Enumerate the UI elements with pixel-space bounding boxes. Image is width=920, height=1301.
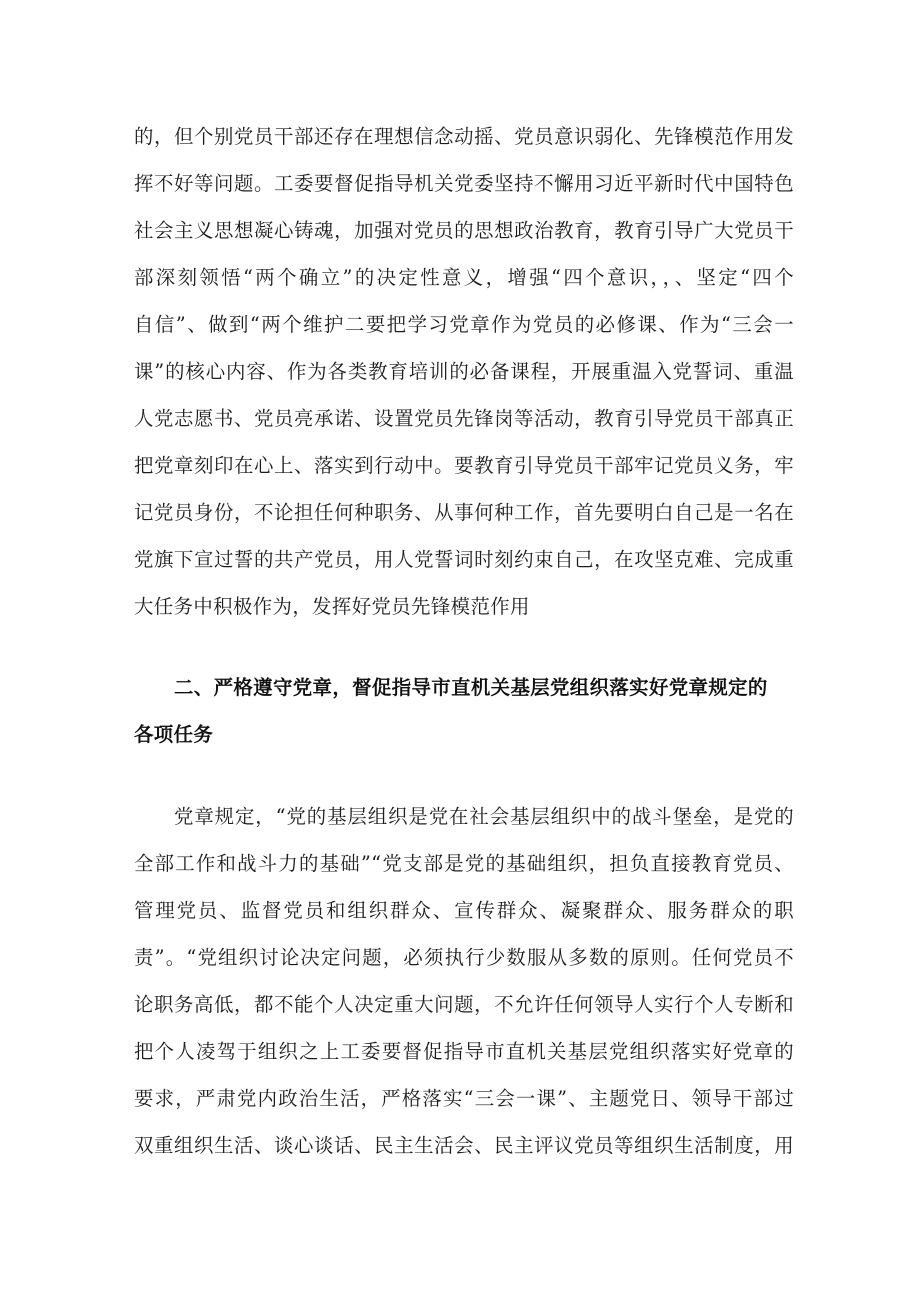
paragraph-line: 管理党员、监督党员和组织群众、宣传群众、凝聚群众、服务群众的职 bbox=[134, 899, 794, 922]
paragraph-line: 的，但个别党员干部还存在理想信念动摇、党员意识弱化、先锋模范作用发 bbox=[134, 125, 794, 148]
paragraph-line: 自信”、做到“两个维护二要把学习党章作为党员的必修课、作为“三会一 bbox=[134, 313, 794, 336]
paragraph-line: 记党员身份，不论担任何种职务、从事何种工作，首先要明白自己是一名在 bbox=[134, 501, 794, 524]
paragraph-line: 双重组织生活、谈心谈话、民主生活会、民主评议党员等组织生活制度，用 bbox=[134, 1134, 794, 1157]
paragraph-line: 大任务中积极作为，发挥好党员先锋模范作用 bbox=[134, 595, 530, 618]
paragraph-line: 挥不好等问题。工委要督促指导机关党委坚持不懈用习近平新时代中国特色 bbox=[134, 172, 794, 195]
paragraph-line: 要求，严肃党内政治生活，严格落实“三会一课”、主题党日、领导干部过 bbox=[134, 1087, 794, 1110]
paragraph-line: 党旗下宣过誓的共产党员，用人党誓词时刻约束自己，在攻坚克难、完成重 bbox=[134, 548, 794, 571]
paragraph-line: 责”。“党组织讨论决定问题，必须执行少数服从多数的原则。任何党员不 bbox=[134, 946, 794, 969]
paragraph-line: 部深刻领悟“两个确立”的决定性意义，增强“四个意识，，、坚定“四个 bbox=[134, 266, 794, 289]
paragraph-line: 社会主义思想凝心铸魂，加强对党员的思想政治教育，教育引导广大党员干 bbox=[134, 219, 794, 242]
heading-line: 二、严格遵守党章，督促指导市直机关基层党组织落实好党章规定的 bbox=[174, 676, 768, 699]
paragraph-line: 人党志愿书、党员亮承诺、设置党员先锋岗等活动，教育引导党员干部真正 bbox=[134, 407, 794, 430]
paragraph-line: 党章规定，“党的基层组织是党在社会基层组织中的战斗堡垒，是党的 bbox=[174, 805, 794, 828]
paragraph-line: 把个人凌驾于组织之上工委要督促指导市直机关基层党组织落实好党章的 bbox=[134, 1040, 794, 1063]
paragraph-line: 全部工作和战斗力的基础”“党支部是党的基础组织，担负直接教育党员、 bbox=[134, 852, 794, 875]
paragraph-line: 课”的核心内容、作为各类教育培训的必备课程，开展重温入党誓词、重温 bbox=[134, 360, 794, 383]
paragraph-line: 把党章刻印在心上、落实到行动中。要教育引导党员干部牢记党员义务，牢 bbox=[134, 454, 794, 477]
heading-line: 各项任务 bbox=[134, 723, 214, 746]
paragraph-line: 论职务高低，都不能个人决定重大问题，不允许任何领导人实行个人专断和 bbox=[134, 993, 794, 1016]
